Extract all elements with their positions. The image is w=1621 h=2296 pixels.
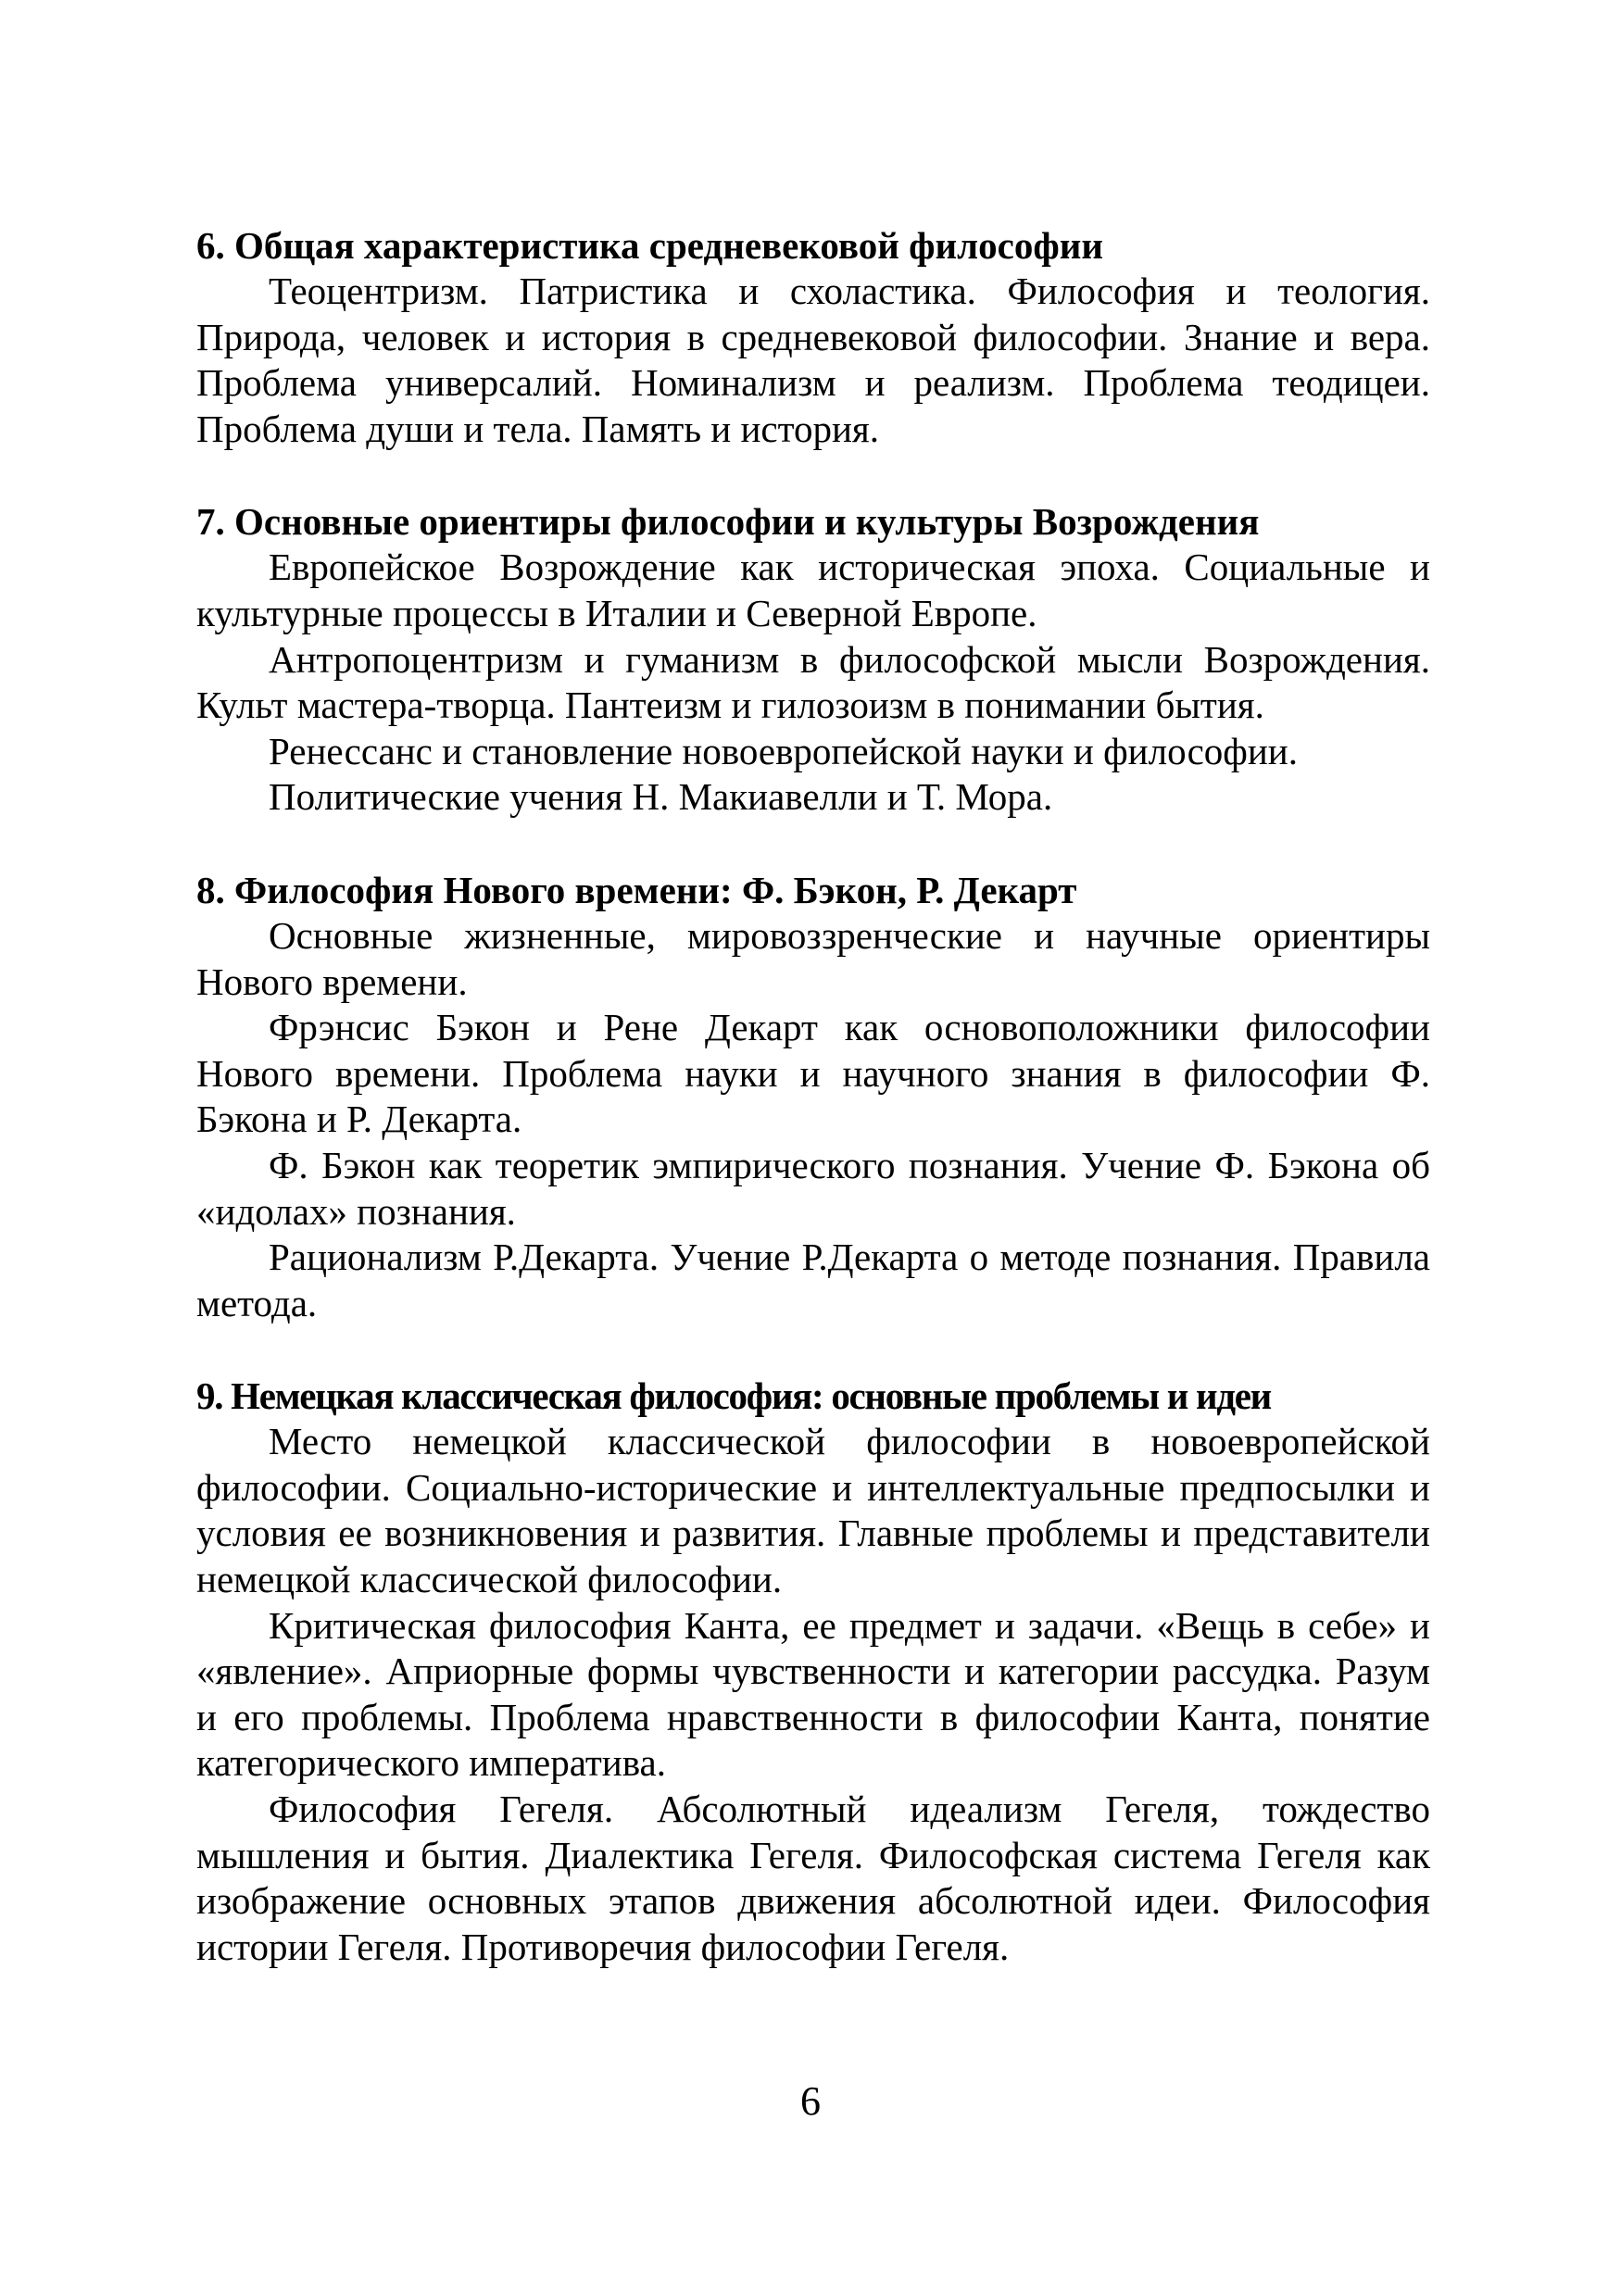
paragraph: Ренессанс и становление новоевропейской науки и философии.: [269, 729, 1298, 772]
paragraph: Политические учения Н. Макиавелли и Т. Мора.: [269, 775, 1053, 819]
section-7: [196, 498, 1430, 821]
paragraph: Теоцентризм. Патристика и схоластика. Философия и теология. Природа, человек и история в средневековой философии. Знание и вера. Проблема универсалий. Номинализм и реализм. Проблема теодицеи. Проблема души и тела. Память и история.: [196, 270, 1430, 450]
document-page: [196, 222, 1430, 1970]
section-heading: 7. Основные ориентиры философии и культуры Возрождения: [196, 500, 1260, 544]
paragraph: Рационализм Р.Декарта. Учение Р.Декарта о методе познания. Правила метода.: [196, 1236, 1430, 1324]
paragraph: Фрэнсис Бэкон и Рене Декарт как основоположники философии Нового времени. Проблема науки и научного знания в философии Ф. Бэкона и Р. Декарта.: [196, 1006, 1430, 1141]
paragraph: Антропоцентризм и гуманизм в философской мысли Возрождения. Культ мастера-творца. Пантеизм и гилозоизм в понимании бытия.: [196, 637, 1430, 727]
page-number: 6: [800, 2078, 821, 2124]
section-heading: 8. Философия Нового времени: Ф. Бэкон, Р. Декарт: [196, 868, 1077, 911]
paragraph: Место немецкой классической философии в новоевропейской философии. Социально-исторические и интеллектуальные предпосылки и условия ее возникновения и развития. Главные проблемы и представители немецкой классической философии.: [196, 1420, 1430, 1601]
paragraph: Ф. Бэкон как теоретик эмпирического познания. Учение Ф. Бэкона об «идолах» познания.: [196, 1143, 1430, 1233]
paragraph: Основные жизненные, мировоззренческие и научные ориентиры Нового времени.: [196, 913, 1430, 1003]
section-heading: 6. Общая характеристика средневековой философии: [196, 224, 1103, 267]
paragraph: Европейское Возрождение как историческая эпоха. Социальные и культурные процессы в Италии и Северной Европе.: [196, 546, 1430, 634]
section-heading: 9. Немецкая классическая философия: основные проблемы и идеи: [196, 1374, 1272, 1418]
paragraph: Философия Гегеля. Абсолютный идеализм Гегеля, тождество мышления и бытия. Диалектика Гегеля. Философская система Гегеля как изображение основных этапов движения абсолютной идеи. Философия истории Гегеля. Противоречия философии Гегеля.: [196, 1788, 1430, 1968]
section-6: [196, 222, 1430, 452]
section-9: [196, 1373, 1430, 1970]
paragraph: Критическая философия Канта, ее предмет и задачи. «Вещь в себе» и «явление». Априорные формы чувственности и категории рассудка. Разум и его проблемы. Проблема нравственности в философии Канта, понятие категорического императива.: [196, 1603, 1430, 1785]
section-8: [196, 867, 1430, 1326]
